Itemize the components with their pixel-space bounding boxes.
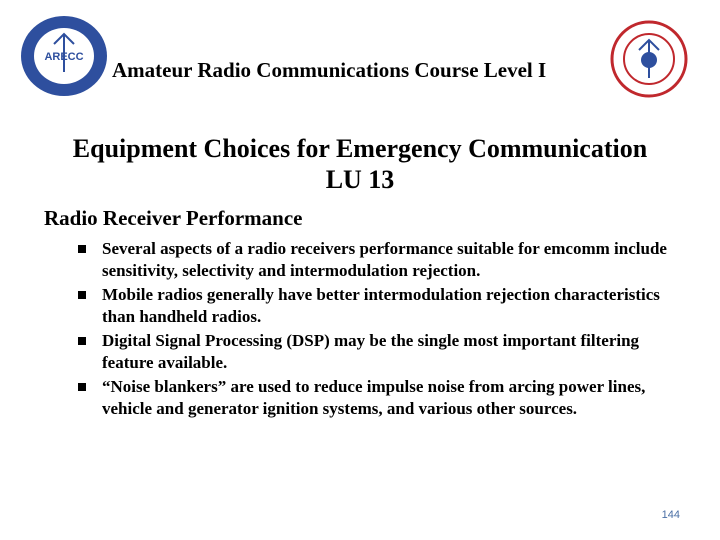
bullet-item — [78, 376, 678, 420]
slide-title — [0, 133, 720, 195]
bullet-item — [78, 284, 678, 328]
page-number: 144 — [661, 509, 680, 521]
ares-logo-icon — [610, 20, 688, 98]
square-bullet-icon — [78, 337, 86, 345]
square-bullet-icon — [78, 291, 86, 299]
slide-title-line1: Equipment Choices for Emergency Communication — [72, 134, 648, 163]
arecc-logo-icon — [19, 14, 109, 98]
square-bullet-icon — [78, 245, 86, 253]
bullet-item — [78, 238, 678, 282]
slide-title-line2: LU 13 — [325, 165, 395, 194]
square-bullet-icon — [78, 383, 86, 391]
bullet-list — [78, 238, 678, 422]
course-title: Amateur Radio Communications Course Level I — [112, 58, 547, 82]
bullet-text: Several aspects of a radio receivers performance suitable for emcomm include sensitivity, selectivity and intermodulation rejection. — [102, 239, 667, 280]
bullet-item — [78, 330, 678, 374]
section-heading: Radio Receiver Performance — [44, 206, 303, 230]
bullet-text: Digital Signal Processing (DSP) may be the single most important filtering feature available. — [102, 331, 640, 372]
arecc-logo-text: ARECC — [44, 51, 84, 63]
bullet-text: “Noise blankers” are used to reduce impulse noise from arcing power lines, vehicle and generator ignition systems, and various other sources. — [102, 377, 646, 418]
bullet-text: Mobile radios generally have better intermodulation rejection characteristics than handheld radios. — [102, 285, 660, 326]
right-logo — [610, 20, 688, 98]
left-logo — [19, 14, 109, 98]
